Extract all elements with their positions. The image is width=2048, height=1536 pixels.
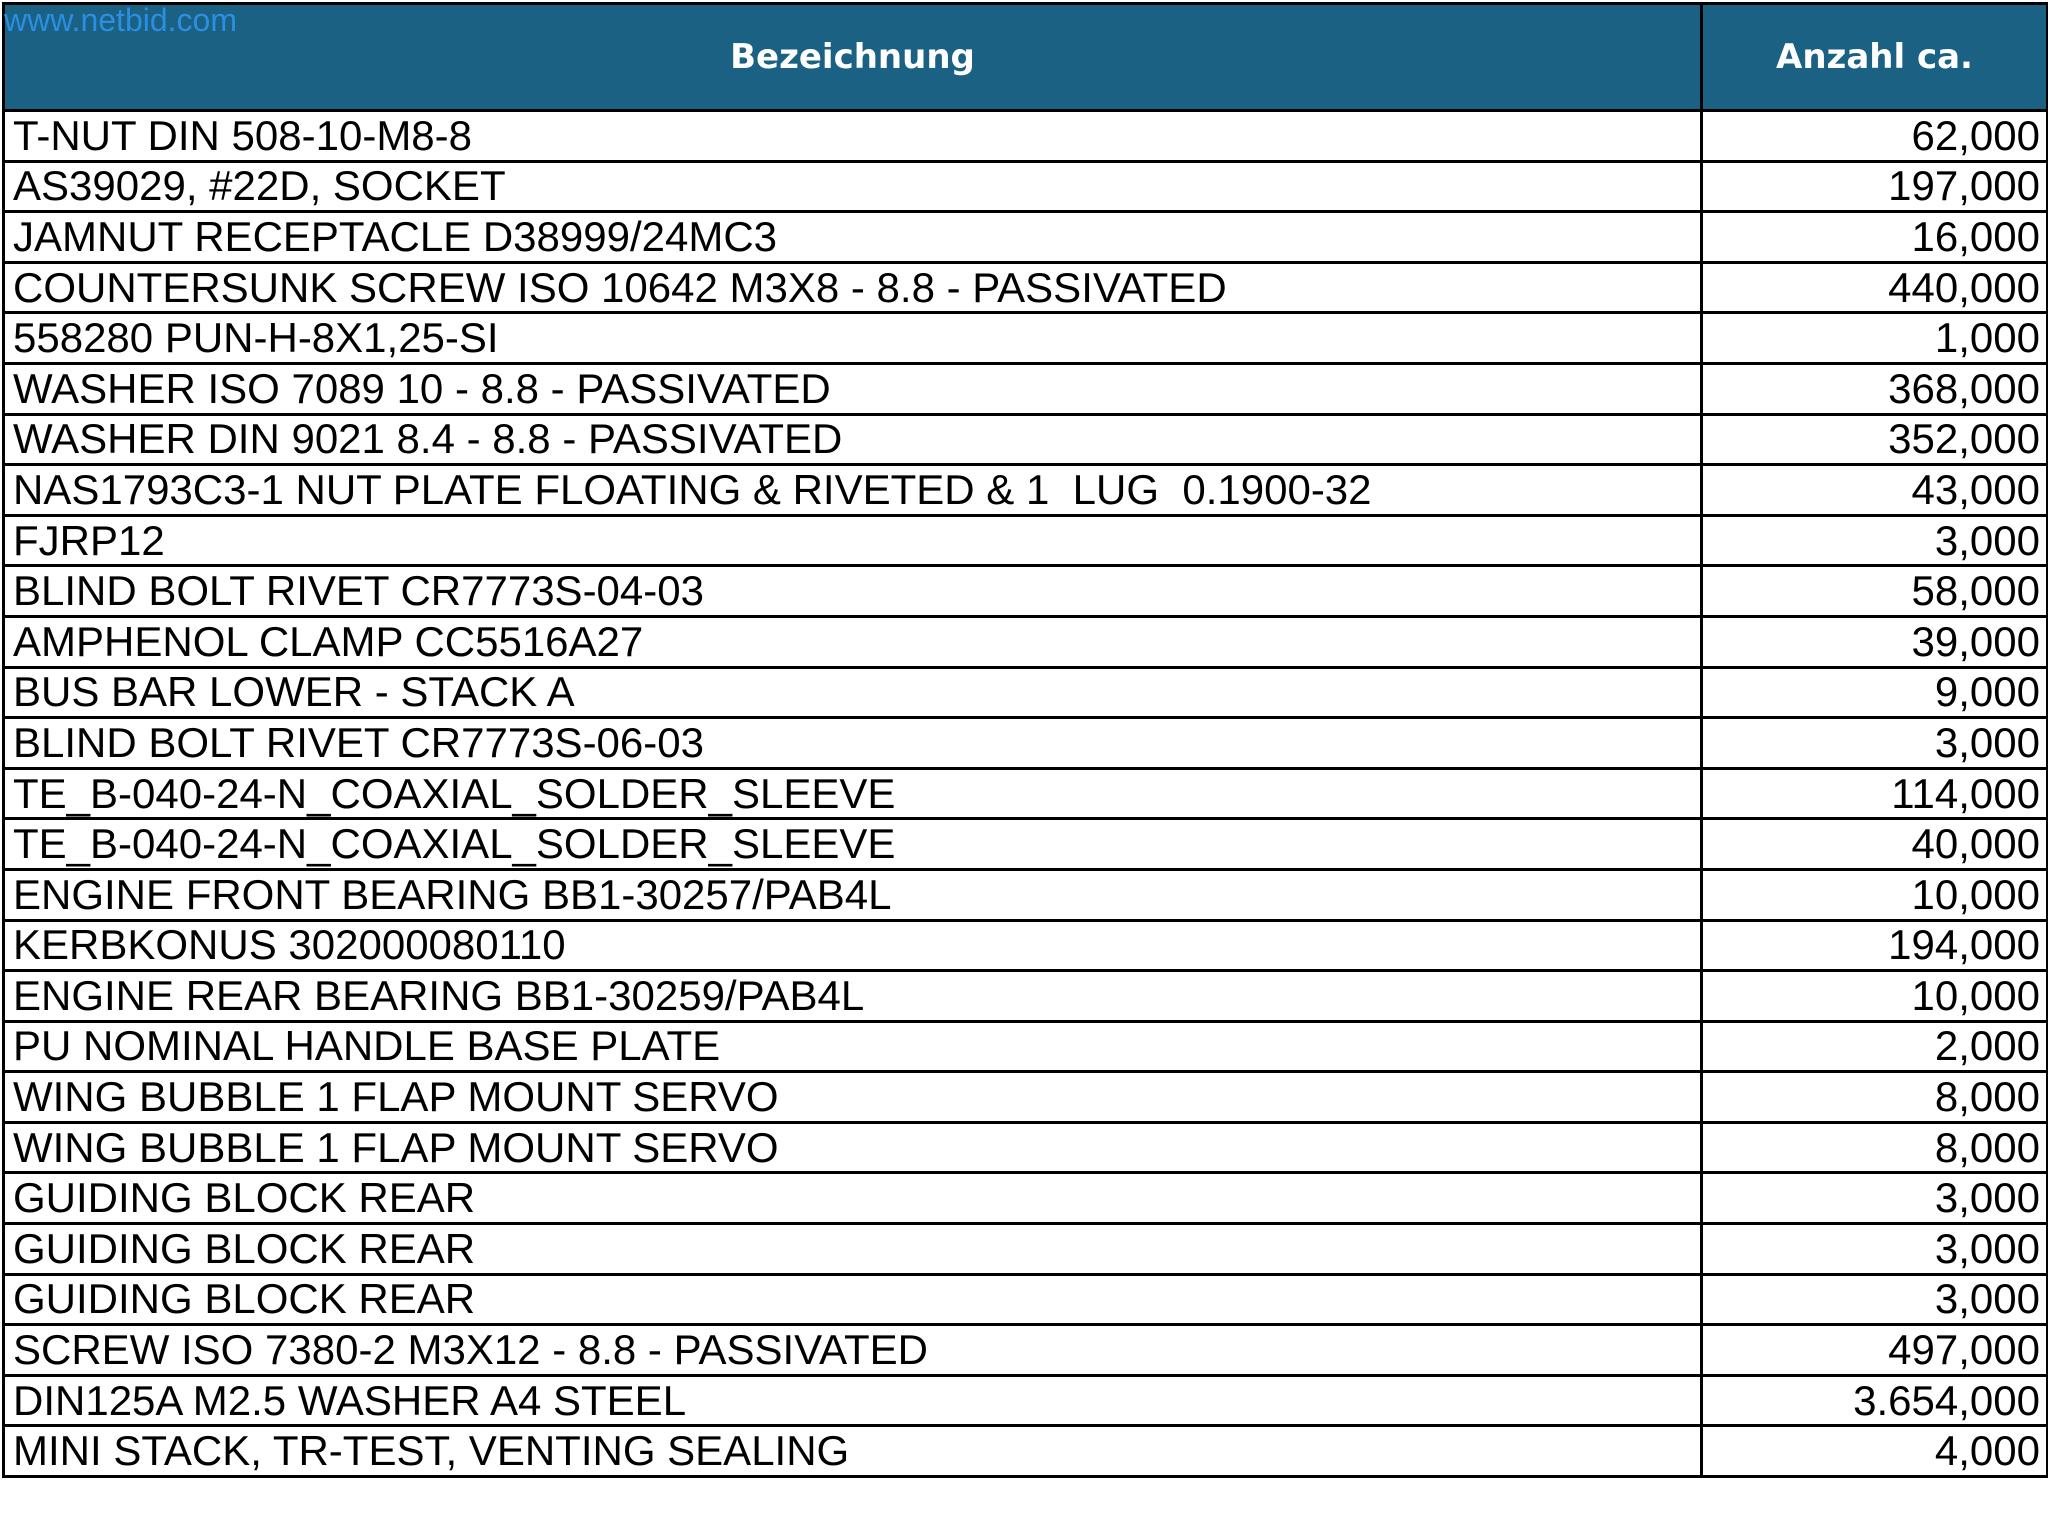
table-row [4, 363, 2048, 414]
item-quantity-cell: 194,000 [1702, 920, 2048, 971]
item-description-cell: KERBKONUS 302000080110 [4, 920, 1702, 971]
item-description-cell: WING BUBBLE 1 FLAP MOUNT SERVO [4, 1072, 1702, 1123]
table-row [4, 515, 2048, 566]
table-row [4, 1173, 2048, 1224]
column-header-bezeichnung: Bezeichnung [4, 4, 1702, 111]
column-header-anzahl: Anzahl ca. [1702, 4, 2048, 111]
item-description-cell: WASHER ISO 7089 10 - 8.8 - PASSIVATED [4, 363, 1702, 414]
item-quantity-cell: 440,000 [1702, 262, 2048, 313]
item-quantity-cell: 352,000 [1702, 414, 2048, 465]
table-row [4, 1224, 2048, 1275]
item-description-cell: 558280 PUN-H-8X1,25-SI [4, 313, 1702, 364]
table-row [4, 111, 2048, 162]
table-row [4, 718, 2048, 769]
item-quantity-cell: 3,000 [1702, 515, 2048, 566]
item-quantity-cell: 58,000 [1702, 566, 2048, 617]
item-description-cell: TE_B-040-24-N_COAXIAL_SOLDER_SLEEVE [4, 768, 1702, 819]
item-quantity-cell: 8,000 [1702, 1122, 2048, 1173]
table-row [4, 1021, 2048, 1072]
item-quantity-cell: 3,000 [1702, 1274, 2048, 1325]
item-description-cell: BLIND BOLT RIVET CR7773S-04-03 [4, 566, 1702, 617]
item-quantity-cell: 62,000 [1702, 111, 2048, 162]
item-description-cell: AS39029, #22D, SOCKET [4, 161, 1702, 212]
table-row [4, 616, 2048, 667]
item-quantity-cell: 3,000 [1702, 1224, 2048, 1275]
table-row [4, 414, 2048, 465]
item-quantity-cell: 16,000 [1702, 212, 2048, 263]
item-quantity-cell: 10,000 [1702, 869, 2048, 920]
table-row [4, 1072, 2048, 1123]
table-row [4, 667, 2048, 718]
item-description-cell: BLIND BOLT RIVET CR7773S-06-03 [4, 718, 1702, 769]
item-quantity-cell: 197,000 [1702, 161, 2048, 212]
item-quantity-cell: 3.654,000 [1702, 1375, 2048, 1426]
item-description-cell: AMPHENOL CLAMP CC5516A27 [4, 616, 1702, 667]
item-description-cell: NAS1793C3-1 NUT PLATE FLOATING & RIVETED & 1 LUG 0.1900-32 [4, 465, 1702, 516]
item-quantity-cell: 4,000 [1702, 1426, 2048, 1477]
item-quantity-cell: 39,000 [1702, 616, 2048, 667]
table-row [4, 212, 2048, 263]
item-description-cell: WASHER DIN 9021 8.4 - 8.8 - PASSIVATED [4, 414, 1702, 465]
item-description-cell: SCREW ISO 7380-2 M3X12 - 8.8 - PASSIVATED [4, 1325, 1702, 1376]
item-quantity-cell: 9,000 [1702, 667, 2048, 718]
item-description-cell: GUIDING BLOCK REAR [4, 1224, 1702, 1275]
item-description-cell: ENGINE FRONT BEARING BB1-30257/PAB4L [4, 869, 1702, 920]
item-description-cell: JAMNUT RECEPTACLE D38999/24MC3 [4, 212, 1702, 263]
item-quantity-cell: 40,000 [1702, 819, 2048, 870]
item-description-cell: MINI STACK, TR-TEST, VENTING SEALING [4, 1426, 1702, 1477]
item-description-cell: WING BUBBLE 1 FLAP MOUNT SERVO [4, 1122, 1702, 1173]
item-description-cell: BUS BAR LOWER - STACK A [4, 667, 1702, 718]
item-quantity-cell: 114,000 [1702, 768, 2048, 819]
table-row [4, 262, 2048, 313]
item-quantity-cell: 43,000 [1702, 465, 2048, 516]
item-description-cell: GUIDING BLOCK REAR [4, 1173, 1702, 1224]
table-row [4, 1122, 2048, 1173]
table-row [4, 920, 2048, 971]
item-quantity-cell: 497,000 [1702, 1325, 2048, 1376]
inventory-sheet [2, 2, 2046, 1534]
table-row [4, 1325, 2048, 1376]
table-row [4, 869, 2048, 920]
table-row [4, 1426, 2048, 1477]
item-description-cell: ENGINE REAR BEARING BB1-30259/PAB4L [4, 971, 1702, 1022]
item-quantity-cell: 3,000 [1702, 718, 2048, 769]
table-row [4, 1375, 2048, 1426]
watermark-text: www.netbid.com [4, 2, 237, 38]
item-description-cell: T-NUT DIN 508-10-M8-8 [4, 111, 1702, 162]
item-quantity-cell: 1,000 [1702, 313, 2048, 364]
table-row [4, 465, 2048, 516]
table-body [4, 111, 2048, 1477]
item-quantity-cell: 10,000 [1702, 971, 2048, 1022]
table-row [4, 819, 2048, 870]
item-description-cell: TE_B-040-24-N_COAXIAL_SOLDER_SLEEVE [4, 819, 1702, 870]
table-row [4, 161, 2048, 212]
table-row [4, 566, 2048, 617]
item-description-cell: PU NOMINAL HANDLE BASE PLATE [4, 1021, 1702, 1072]
table-row [4, 313, 2048, 364]
item-description-cell: FJRP12 [4, 515, 1702, 566]
table-header-row [4, 4, 2048, 111]
item-description-cell: COUNTERSUNK SCREW ISO 10642 M3X8 - 8.8 - PASSIVATED [4, 262, 1702, 313]
inventory-table [2, 2, 2048, 1478]
table-row [4, 768, 2048, 819]
item-description-cell: DIN125A M2.5 WASHER A4 STEEL [4, 1375, 1702, 1426]
item-quantity-cell: 3,000 [1702, 1173, 2048, 1224]
item-description-cell: GUIDING BLOCK REAR [4, 1274, 1702, 1325]
item-quantity-cell: 368,000 [1702, 363, 2048, 414]
item-quantity-cell: 2,000 [1702, 1021, 2048, 1072]
table-row [4, 971, 2048, 1022]
item-quantity-cell: 8,000 [1702, 1072, 2048, 1123]
table-row [4, 1274, 2048, 1325]
